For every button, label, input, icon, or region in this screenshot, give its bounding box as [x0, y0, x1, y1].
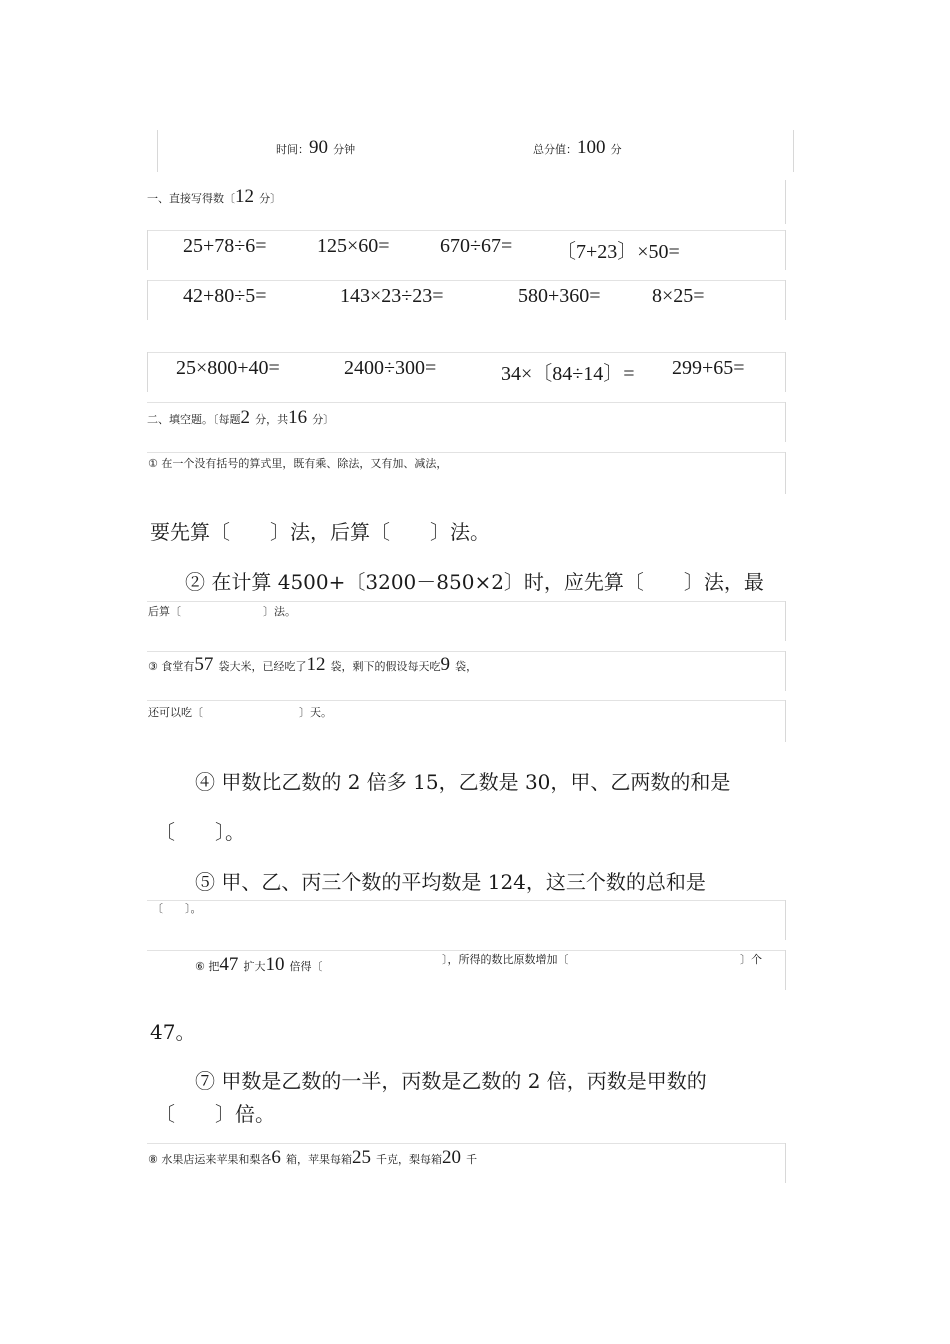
question-1-line-1: ① 在一个没有括号的算式里，既有乘、除法，又有加、减法，: [148, 457, 448, 470]
calc-item: 125×60=: [317, 235, 390, 257]
calc-item: 143×23÷23=: [340, 285, 444, 307]
divider: [785, 700, 786, 742]
divider: [147, 1143, 785, 1144]
question-6-line-1-end: 〕个: [740, 953, 762, 966]
divider: [785, 651, 786, 691]
question-2-line-1: ② 在计算 4500+〔3200－850×2〕时，应先算〔 〕法，最: [185, 570, 764, 594]
question-5-line-2: 〔 〕。: [152, 902, 202, 915]
section-2-title: 二、填空题。〔每题2 分，共16 分〕: [147, 407, 335, 428]
calc-item: 25×800+40=: [176, 357, 280, 379]
exam-time: 时间：90 分钟: [276, 137, 356, 158]
question-2-line-2: 后算〔 〕法。: [148, 605, 296, 618]
question-5-line-1: ⑤ 甲、乙、丙三个数的平均数是 124，这三个数的总和是: [195, 870, 706, 894]
divider: [793, 130, 794, 172]
question-6-line-2: 47。: [150, 1020, 196, 1044]
divider: [785, 280, 786, 320]
divider: [785, 402, 786, 442]
divider: [147, 900, 785, 901]
calc-item: 〔7+23〕×50=: [556, 241, 680, 263]
divider: [785, 1143, 786, 1183]
question-3-line-2: 还可以吃〔 〕天。: [148, 706, 332, 719]
divider: [147, 651, 785, 652]
divider: [147, 230, 785, 231]
calc-item: 8×25=: [652, 285, 705, 307]
calc-item: 580+360=: [518, 285, 601, 307]
section-1-title: 一、直接写得数〔12 分〕: [147, 186, 282, 207]
divider: [785, 352, 786, 392]
question-1-line-2: 要先算〔 〕法，后算〔 〕法。: [150, 520, 490, 544]
divider: [147, 452, 785, 453]
divider: [147, 700, 785, 701]
divider: [785, 900, 786, 940]
divider: [785, 601, 786, 641]
divider: [147, 402, 785, 403]
question-4-line-1: ④ 甲数比乙数的 2 倍多 15，乙数是 30，甲、乙两数的和是: [195, 770, 731, 794]
calc-item: 25+78÷6=: [183, 235, 267, 257]
question-6-line-1-continued: 〕，所得的数比原数增加〔: [442, 953, 569, 966]
divider: [147, 280, 148, 320]
divider: [157, 130, 158, 172]
exam-total-score: 总分值：100 分: [533, 137, 622, 158]
question-3-line-1: ③ 食堂有57 袋大米，已经吃了12 袋，剩下的假设每天吃9 袋，: [148, 654, 478, 675]
divider: [147, 352, 785, 353]
divider: [147, 601, 785, 602]
calc-item: 299+65=: [672, 357, 745, 379]
divider: [147, 352, 148, 392]
divider: [147, 280, 785, 281]
calc-item: 670÷67=: [440, 235, 513, 257]
divider: [785, 180, 786, 224]
divider: [785, 452, 786, 494]
calc-item: 42+80÷5=: [183, 285, 267, 307]
question-7-line-2: 〔 〕倍。: [155, 1102, 275, 1126]
divider: [785, 950, 786, 990]
divider: [147, 230, 148, 270]
question-8-line-1: ⑧ 水果店运来苹果和梨各6 箱，苹果每箱25 千克，梨每箱20 千: [148, 1147, 478, 1168]
question-4-line-2: 〔 〕。: [155, 820, 245, 844]
calc-item: 2400÷300=: [344, 357, 437, 379]
question-6-line-1: ⑥ 把47 扩大10 倍得〔: [195, 954, 323, 975]
question-7-line-1: ⑦ 甲数是乙数的一半，丙数是乙数的 2 倍，丙数是甲数的: [195, 1069, 707, 1093]
divider: [785, 230, 786, 270]
calc-item: 34×〔84÷14〕=: [501, 363, 635, 385]
